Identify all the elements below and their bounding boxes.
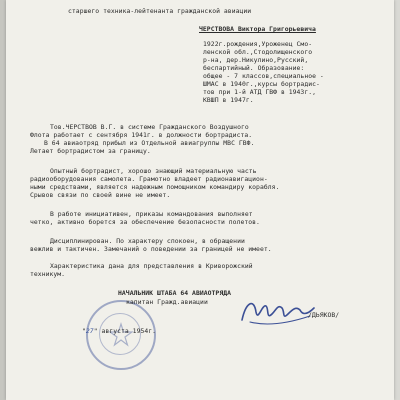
bio-line: ШМАС в 1940г.,курсы бортрадис- [203, 80, 320, 88]
paragraph-line: Летает бортрадистом за границу. [30, 147, 151, 155]
paragraph-line: ными средствами, является надежным помощником командиру корабля. [30, 183, 280, 191]
subject-name: ЧЕРСТВОВА Виктора Григорьевича [199, 25, 316, 33]
document-date: "27" августа 1954г. [82, 327, 157, 335]
bio-line: р-на, дер.Никулино,Русский, [203, 56, 309, 64]
paragraph-line: Срывов связи по своей вине не имеет. [30, 191, 171, 199]
date-day: 27 [85, 327, 94, 335]
signer-name: /ДЬЯКОВ/ [308, 311, 340, 319]
paragraph-line: радиооборудования самолета. Грамотно владеет радионавигацион- [30, 175, 268, 183]
signoff-rank: капитан Гражд.авиации [126, 298, 208, 306]
paragraph-line: вежлив и тактичен. Замечаний о поведении за границей не имеет. [30, 245, 272, 253]
paragraph-line: В работе инициативен, приказы командования выполняет [50, 210, 253, 218]
paragraph-line: Характеристика дана для представления в Криворожский [50, 262, 253, 270]
signoff-title: НАЧАЛЬНИК ШТАБА 64 АВИАОТРЯДА [118, 289, 232, 297]
paragraph-line: В 64 авиаотряд прибыл из Отдельной авиагруппы МВС ГВФ. [44, 139, 255, 147]
date-month-year: августа 1954г. [101, 327, 157, 335]
bio-line: общее - 7 классов,специальное - [203, 72, 324, 80]
paragraph-line: Опытный бортрадист, хорошо знающий материальную часть [50, 167, 257, 175]
bio-line: 1922г.рождения,Уроженец Смо- [203, 40, 313, 48]
paragraph-line: техникум. [30, 270, 66, 278]
round-seal-stamp [86, 300, 156, 370]
bio-line: тов при 1-й АТД ГВФ в 1943г., [203, 88, 317, 96]
bio-line: КВШП в 1947г. [203, 96, 254, 104]
bio-line: беспартийный. Образование: [203, 64, 305, 72]
paragraph-line: четко, активно борется за обеспечение безопасности полетов. [30, 218, 260, 226]
bio-line: ленской обл.,Стодолищенского [203, 48, 313, 56]
document-sheet [6, 0, 394, 400]
header-line: старшего техника-лейтенанта гражданской авиации [68, 7, 252, 15]
seal-star-icon [85, 302, 154, 368]
paragraph-line: Тов.ЧЕРСТВОВ В.Г. в системе Гражданского Воздушного [50, 123, 249, 131]
paragraph-line: Дисциплинирован. По характеру спокоен, в обращении [50, 237, 245, 245]
paragraph-line: Флота работает с сентября 1941г. в должности бортрадиста. [30, 131, 253, 139]
